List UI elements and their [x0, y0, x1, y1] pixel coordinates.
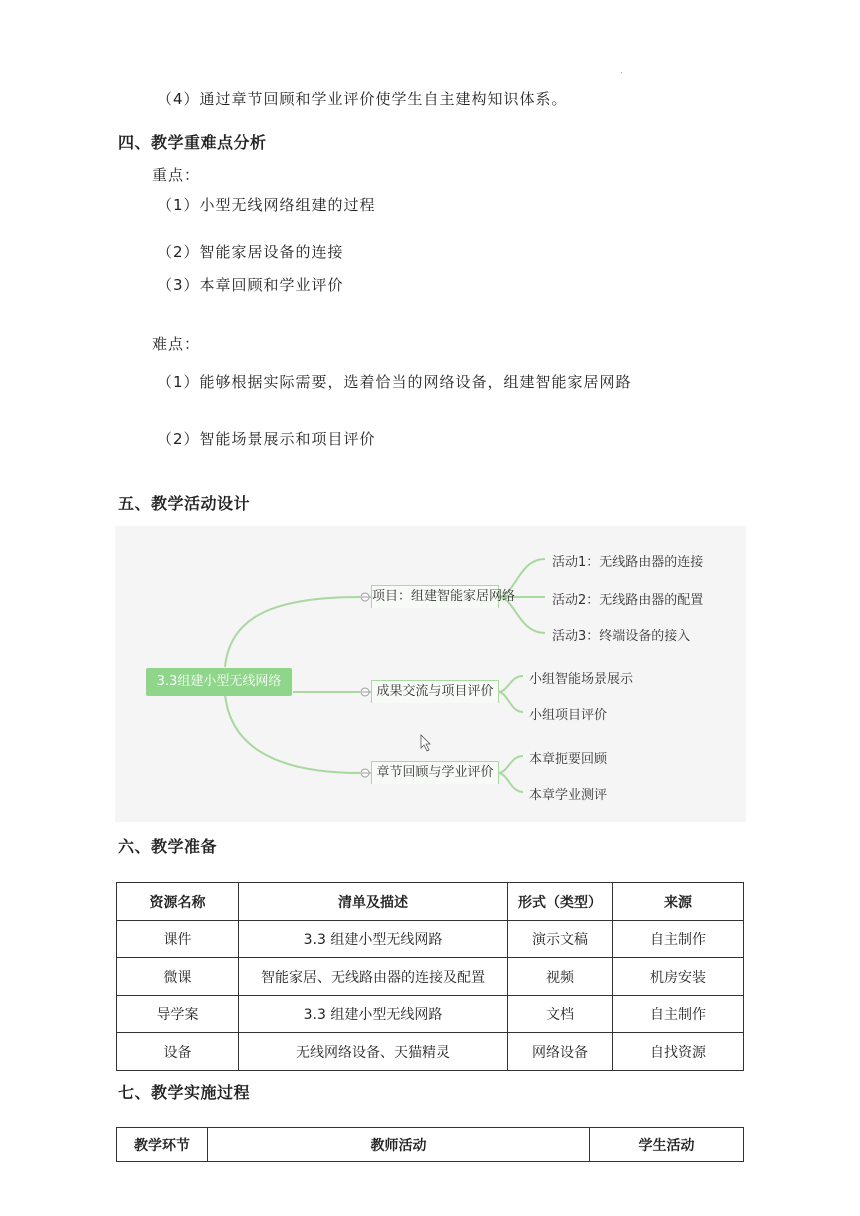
section4-heading: 四、教学重难点分析: [118, 133, 267, 152]
key-label: 重点：: [152, 166, 201, 184]
mindmap-leaf: 活动1：无线路由器的连接: [552, 555, 704, 570]
mindmap-branch: 项目：组建智能家居网络: [371, 585, 499, 608]
mindmap-leaf: 本章扼要回顾: [529, 752, 608, 767]
table-cell: 微课: [117, 958, 239, 996]
key-item: （2）智能家居设备的连接: [157, 243, 344, 261]
table-cell: 自找资源: [613, 1033, 744, 1071]
table-header-cell: 清单及描述: [239, 883, 508, 921]
table-header-row: [117, 883, 744, 921]
section6-heading: 六、教学准备: [118, 837, 218, 856]
mindmap-branch: 成果交流与项目评价: [371, 680, 499, 703]
mindmap: [115, 526, 746, 822]
key-item: （1）小型无线网络组建的过程: [157, 196, 376, 214]
difficult-label: 难点：: [152, 335, 201, 353]
table-header-cell: 来源: [613, 883, 744, 921]
section5-heading: 五、教学活动设计: [118, 494, 251, 513]
cursor-icon: [421, 735, 430, 751]
intro-line: （4）通过章节回顾和学业评价使学生自主建构知识体系。: [157, 90, 568, 108]
key-item: （3）本章回顾和学业评价: [157, 276, 344, 294]
table-row: [117, 1033, 744, 1071]
table-cell: 演示文稿: [508, 921, 613, 958]
table-header-cell: 教学环节: [117, 1128, 208, 1162]
table-row: [117, 958, 744, 996]
table-cell: 3.3 组建小型无线网路: [239, 921, 508, 958]
table-cell: 视频: [508, 958, 613, 996]
table-header-cell: 学生活动: [590, 1128, 744, 1162]
mindmap-leaf: 小组项目评价: [529, 708, 608, 723]
mindmap-leaf: 本章学业测评: [529, 788, 608, 803]
section7-heading: 七、教学实施过程: [118, 1083, 251, 1102]
table-header-cell: 形式（类型）: [508, 883, 613, 921]
resource-table: [116, 882, 744, 1071]
table-cell: 自主制作: [613, 996, 744, 1033]
process-table: [116, 1127, 744, 1162]
table-cell: 文档: [508, 996, 613, 1033]
leaf-line: [498, 692, 523, 712]
table-cell: 3.3 组建小型无线网路: [239, 996, 508, 1033]
leaf-line: [498, 756, 523, 773]
table-cell: 自主制作: [613, 921, 744, 958]
table-cell: 智能家居、无线路由器的连接及配置: [239, 958, 508, 996]
table-cell: 导学案: [117, 996, 239, 1033]
difficult-item: （1）能够根据实际需要，选着恰当的网络设备，组建智能家居网路: [157, 373, 632, 391]
table-row: [117, 921, 744, 958]
table-header-cell: 资源名称: [117, 883, 239, 921]
difficult-item: （2）智能场景展示和项目评价: [157, 430, 376, 448]
mindmap-leaf: 活动2：无线路由器的配置: [552, 593, 704, 608]
mindmap-branch: 章节回顾与学业评价: [371, 761, 499, 784]
table-header-row: [117, 1128, 744, 1162]
mindmap-root: 3.3组建小型无线网络: [146, 668, 292, 696]
leaf-line: [498, 773, 523, 792]
leaf-line: [498, 676, 523, 692]
table-cell: 无线网络设备、天猫精灵: [239, 1033, 508, 1071]
branch-line: [225, 694, 360, 773]
page-mark: .: [620, 66, 624, 76]
table-header-cell: 教师活动: [208, 1128, 590, 1162]
mindmap-leaf: 活动3：终端设备的接入: [552, 629, 691, 644]
table-cell: 设备: [117, 1033, 239, 1071]
table-cell: 课件: [117, 921, 239, 958]
table-cell: 网络设备: [508, 1033, 613, 1071]
mindmap-leaf: 小组智能场景展示: [529, 672, 634, 687]
branch-line: [225, 597, 360, 667]
table-cell: 机房安装: [613, 958, 744, 996]
table-row: [117, 996, 744, 1033]
